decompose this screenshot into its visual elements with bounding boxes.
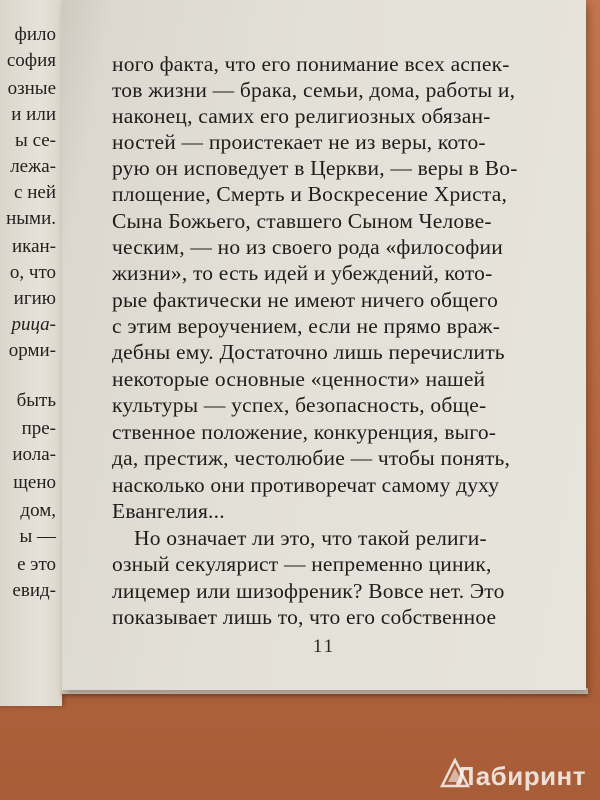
text-line: Сына Божьего, ставшего Сыном Челове- <box>112 209 492 233</box>
left-page-fragment: е это <box>17 554 56 575</box>
left-page-fragment: быть <box>16 390 56 411</box>
text-line: рую он исповедует в Церкви, — веры в Во- <box>112 156 518 180</box>
left-page-fragment: евид- <box>12 580 56 601</box>
text-line: озный секулярист — непременно циник, <box>112 552 492 576</box>
text-line: показывает лишь то, что его собственное <box>112 605 497 629</box>
left-page-fragment: лежа- <box>10 156 56 177</box>
text-line: рые фактически не имеют ничего общего <box>112 288 499 312</box>
text-line: насколько они противоречат самому духу <box>112 473 500 497</box>
text-line: дебны ему. Достаточно лишь перечислить <box>112 340 505 364</box>
text-line: ческим, — но из своего рода «философии <box>112 235 503 259</box>
left-page-fragment: иола- <box>12 444 56 465</box>
text-line: да, престиж, честолюбие — чтобы понять, <box>112 446 511 470</box>
left-page-fragment: икан- <box>11 236 56 257</box>
left-page-fragment: щено <box>13 472 56 493</box>
text-line: Евангелия... <box>112 499 225 523</box>
text-line: ностей — проистекает не из веры, кото- <box>112 130 486 154</box>
left-page-fragment: ными. <box>6 208 56 229</box>
left-page <box>0 0 62 706</box>
text-line: культуры — успех, безопасность, обще- <box>112 393 487 417</box>
text-line: лицемер или шизофреник? Вовсе нет. Это <box>112 579 505 603</box>
page-number: 11 <box>312 636 336 657</box>
left-page-fragment: софия <box>6 50 56 71</box>
text-line: ственное положение, конкуренция, выго- <box>112 420 497 444</box>
text-line: некоторые основные «ценности» нашей <box>112 367 486 391</box>
left-page-fragment: ы — <box>19 526 56 547</box>
text-line: Но означает ли это, что такой религи- <box>134 526 487 550</box>
left-page-fragment: пре- <box>21 418 56 439</box>
left-page-fragment: о, что <box>9 262 56 283</box>
left-page-fragment: озные <box>7 78 56 99</box>
text-line: жизни», то есть идей и убеждений, кото- <box>112 261 493 285</box>
text-line: наконец, самих его религиозных обязан- <box>112 104 491 128</box>
left-page-fragment: фило <box>14 24 56 45</box>
left-page-fragment: ы се- <box>15 130 56 151</box>
left-page-fragment: игию <box>13 288 56 309</box>
text-line: площение, Смерть и Воскресение Христа, <box>112 182 508 206</box>
left-page-fragment: с ней <box>14 182 56 203</box>
text-line: тов жизни — брака, семьи, дома, работы и, <box>112 78 516 102</box>
left-page-fragment: и или <box>11 104 56 125</box>
left-page-fragment: орми- <box>8 340 56 361</box>
text-line: ного факта, что его понимание всех аспек- <box>112 52 510 76</box>
left-page-fragment: рица- <box>11 314 56 335</box>
watermark: Лабиринт <box>456 761 586 791</box>
left-page-fragment: дом, <box>20 500 56 521</box>
text-line: с этим вероучением, если не прямо враж- <box>112 314 501 338</box>
